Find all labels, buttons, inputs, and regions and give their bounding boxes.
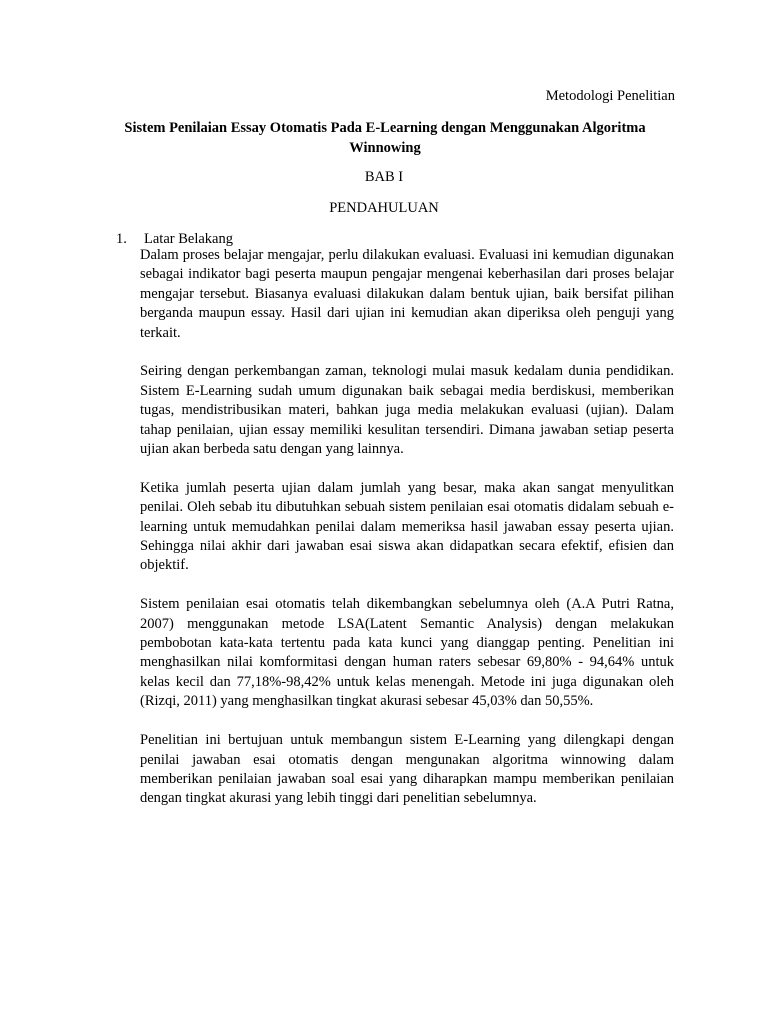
document-title: Sistem Penilaian Essay Otomatis Pada E-Learning dengan Menggunakan Algoritma Winnowing [124,120,646,156]
paragraph: Sistem penilaian esai otomatis telah dikembangkan sebelumnya oleh (A.A Putri Ratna, 2007) menggunakan metode LSA(Latent Semantic Analysis) dengan melakukan pembobotan kata-kata tertentu pada kata kunci yang dianggap penting. Penelitian ini menghasilkan nilai komformitasi dengan human raters sebesar 69,80% - 94,64% untuk kelas kecil dan 77,18%-98,42% untuk kelas menengah. Metode ini juga digunakan oleh (Rizqi, 2011) yang menghasilkan tingkat akurasi sebesar 45,03% dan 50,55%. [140,596,674,710]
chapter-number: BAB I [364,169,404,185]
section-body [140,246,674,828]
paragraph: Ketika jumlah peserta ujian dalam jumlah yang besar, maka akan sangat menyulitkan penilai. Oleh sebab itu dibutuhkan sebuah sistem penilaian esai otomatis didalam sebuah e-learning untuk memudahkan penilai dalam memeriksa hasil jawaban essay peserta ujian. Sehingga nilai akhir dari jawaban esai siswa akan didapatkan secara efektif, efisien dan objektif. [140,479,674,574]
paragraph: Penelitian ini bertujuan untuk membangun sistem E-Learning yang dilengkapi dengan penilai jawaban esai otomatis dengan mengunakan algoritma winnowing dalam memberikan penilaian jawaban soal esai yang diharapkan mampu memberikan penilaian dengan tingkat akurasi yang lebih tinggi dari penelitian sebelumnya. [140,732,674,807]
paragraph: Seiring dengan perkembangan zaman, teknologi mulai masuk kedalam dunia pendidikan. Sistem E-Learning sudah umum digunakan baik sebagai media berdiskusi, memberikan tugas, mendistribusikan materi, bahkan juga media melakukan evaluasi (ujian). Dalam tahap penilaian, ujian essay memiliki kesulitan tersendiri. Dimana jawaban setiap peserta ujian akan berbeda satu dengan yang lainnya. [140,363,674,458]
running-header: Metodologi Penelitian [545,88,675,104]
section-number: 1. [116,231,127,247]
section-heading-text: Latar Belakang [144,231,233,247]
paragraph: Dalam proses belajar mengajar, perlu dilakukan evaluasi. Evaluasi ini kemudian digunakan sebagai indikator bagi peserta maupun pengajar mengenai keberhasilan dari proses belajar mengajar tersebut. Biasanya evaluasi dilakukan dalam bentuk ujian, baik bersifat pilihan berganda maupun essay. Hasil dari ujian ini kemudian akan diperiksa oleh penguji yang terkait. [140,247,674,341]
chapter-title: PENDAHULUAN [329,200,439,216]
